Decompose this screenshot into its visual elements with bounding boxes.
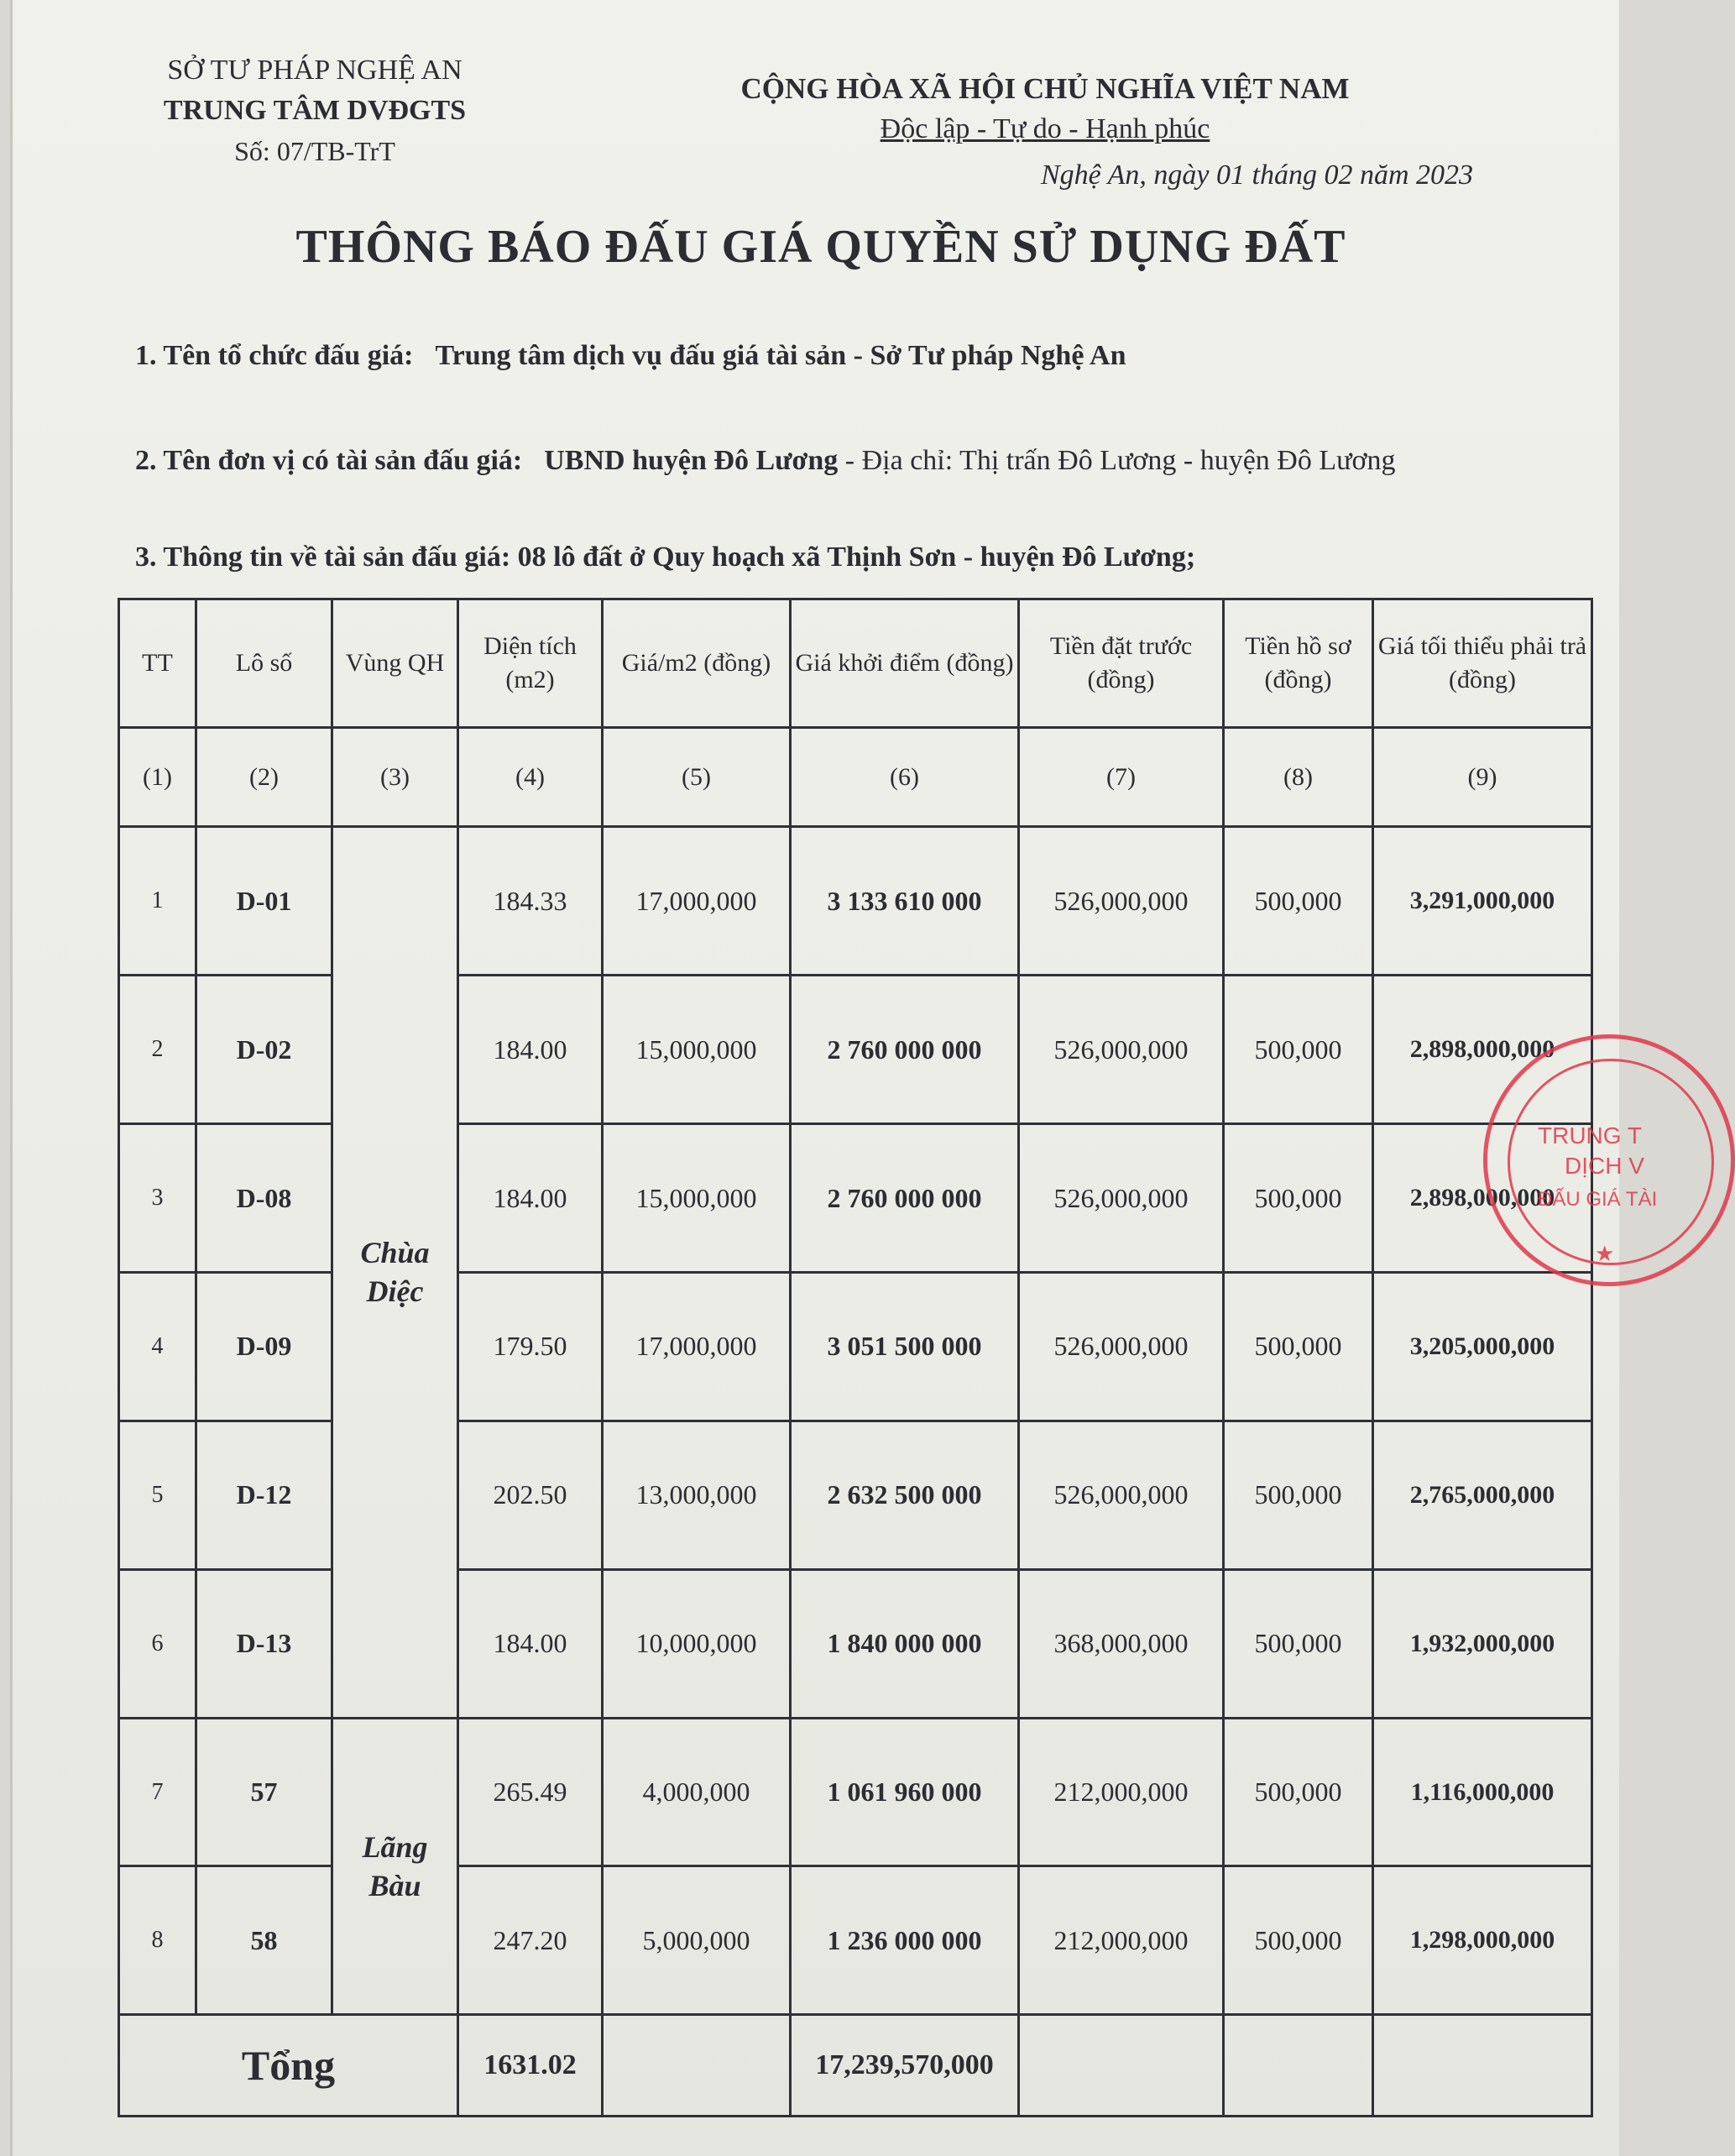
header-cell: Giá khởi điểm (đồng): [791, 599, 1019, 728]
item-label: 3. Thông tin về tài sản đấu giá:: [135, 542, 511, 573]
cell-fee: 500,000: [1224, 1569, 1373, 1718]
total-start-price: 17,239,570,000: [791, 2015, 1019, 2117]
header-cell: Diện tích (m2): [458, 599, 603, 728]
item-label: 1. Tên tổ chức đấu giá:: [135, 340, 414, 371]
header-cell: Giá tối thiểu phải trả (đồng): [1373, 599, 1592, 728]
cell-price-m2: 17,000,000: [603, 827, 791, 976]
cell-deposit: 526,000,000: [1019, 827, 1224, 976]
cell-tt: 8: [119, 1866, 196, 2015]
zone-chua-diec: Chùa Diệc: [332, 827, 458, 1718]
item-label: 2. Tên đơn vị có tài sản đấu giá:: [135, 445, 523, 476]
cell-tt: 6: [119, 1569, 196, 1718]
cell-deposit: 526,000,000: [1019, 976, 1224, 1124]
document-number: Số: 07/TB-TrT: [234, 136, 395, 166]
cell-tt: 4: [119, 1272, 196, 1421]
cell-tt: 5: [119, 1421, 196, 1569]
column-number: (8): [1224, 727, 1373, 827]
cell-min-price: 2,898,000,000: [1373, 1124, 1592, 1273]
total-area: 1631.02: [458, 2015, 603, 2117]
national-motto: Độc lập - Tự do - Hạnh phúc: [880, 113, 1210, 144]
cell-price-m2: 10,000,000: [603, 1569, 791, 1718]
total-empty-cell: [603, 2015, 791, 2117]
item-value-bold: UBND huyện Đô Lương: [544, 445, 839, 476]
cell-deposit: 526,000,000: [1019, 1421, 1224, 1569]
document-page: [10, 0, 1658, 2156]
column-number: (3): [332, 727, 458, 827]
cell-deposit: 212,000,000: [1019, 1866, 1224, 2015]
auction-table: [118, 598, 1593, 2117]
national-heading: [709, 69, 1381, 149]
issuer-org: SỞ TƯ PHÁP NGHỆ AN: [167, 55, 462, 86]
cell-deposit: 368,000,000: [1019, 1569, 1224, 1718]
cell-lot: D-09: [196, 1272, 332, 1421]
cell-lot: D-12: [196, 1421, 332, 1569]
document-title: THÔNG BÁO ĐẤU GIÁ QUYỀN SỬ DỤNG ĐẤT: [295, 221, 1346, 273]
zone-lang-bau: Lãng Bàu: [332, 1718, 458, 2015]
cell-area: 184.33: [458, 827, 603, 976]
cell-tt: 1: [119, 827, 196, 976]
cell-area: 247.20: [458, 1866, 603, 2015]
item-asset-info: [135, 542, 1195, 573]
cell-fee: 500,000: [1224, 1718, 1373, 1866]
seal-text: TRUNG T: [1538, 1122, 1642, 1149]
cell-area: 202.50: [458, 1421, 603, 1569]
cell-area: 184.00: [458, 976, 603, 1124]
column-number: (6): [791, 727, 1019, 827]
cell-start-price: 2 760 000 000: [791, 976, 1019, 1124]
cell-fee: 500,000: [1224, 976, 1373, 1124]
cell-price-m2: 5,000,000: [603, 1866, 791, 2015]
column-number: (7): [1019, 727, 1224, 827]
cell-deposit: 526,000,000: [1019, 1124, 1224, 1273]
cell-tt: 2: [119, 976, 196, 1124]
cell-price-m2: 15,000,000: [603, 976, 791, 1124]
document-date: Nghệ An, ngày 01 tháng 02 năm 2023: [1040, 160, 1473, 191]
cell-price-m2: 4,000,000: [603, 1718, 791, 1866]
cell-fee: 500,000: [1224, 827, 1373, 976]
total-empty-cell: [1019, 2015, 1224, 2117]
cell-start-price: 3 051 500 000: [791, 1272, 1019, 1421]
item-value: Trung tâm dịch vụ đấu giá tài sản - Sở Tư pháp Nghệ An: [435, 340, 1126, 371]
column-number: (4): [458, 727, 603, 827]
cell-lot: D-13: [196, 1569, 332, 1718]
table-row: [119, 827, 1592, 976]
item-value: 08 lô đất ở Quy hoạch xã Thịnh Sơn - huyện Đô Lương;: [517, 542, 1196, 573]
cell-min-price: 1,298,000,000: [1373, 1866, 1592, 2015]
issuer-center: TRUNG TÂM DVĐGTS: [163, 95, 467, 126]
cell-start-price: 1 236 000 000: [791, 1866, 1019, 2015]
cell-price-m2: 15,000,000: [603, 1124, 791, 1273]
cell-area: 265.49: [458, 1718, 603, 1866]
total-label: Tổng: [119, 2015, 458, 2117]
cell-min-price: 3,205,000,000: [1373, 1272, 1592, 1421]
cell-price-m2: 13,000,000: [603, 1421, 791, 1569]
cell-min-price: 3,291,000,000: [1373, 827, 1592, 976]
column-number: (5): [603, 727, 791, 827]
cell-start-price: 3 133 610 000: [791, 827, 1019, 976]
cell-fee: 500,000: [1224, 1272, 1373, 1421]
cell-price-m2: 17,000,000: [603, 1272, 791, 1421]
cell-tt: 7: [119, 1718, 196, 1866]
total-empty-cell: [1373, 2015, 1592, 2117]
cell-fee: 500,000: [1224, 1866, 1373, 2015]
cell-lot: D-08: [196, 1124, 332, 1273]
cell-area: 184.00: [458, 1569, 603, 1718]
seal-text: ĐẤU GIÁ TÀI: [1538, 1188, 1658, 1211]
cell-start-price: 1 061 960 000: [791, 1718, 1019, 1866]
item-value: - Địa chỉ: Thị trấn Đô Lương - huyện Đô Lương: [838, 445, 1396, 476]
cell-lot: D-02: [196, 976, 332, 1124]
table-row: [119, 1718, 1592, 1866]
cell-tt: 3: [119, 1124, 196, 1273]
header-cell: Tiền đặt trước (đồng): [1019, 599, 1224, 728]
cell-start-price: 2 632 500 000: [791, 1421, 1019, 1569]
cell-area: 179.50: [458, 1272, 603, 1421]
cell-lot: 57: [196, 1718, 332, 1866]
cell-fee: 500,000: [1224, 1421, 1373, 1569]
cell-min-price: 2,765,000,000: [1373, 1421, 1592, 1569]
header-cell: Vùng QH: [332, 599, 458, 728]
cell-start-price: 2 760 000 000: [791, 1124, 1019, 1273]
column-number: (9): [1373, 727, 1592, 827]
cell-min-price: 1,116,000,000: [1373, 1718, 1592, 1866]
item-auction-organization: [135, 340, 1126, 372]
cell-fee: 500,000: [1224, 1124, 1373, 1273]
red-seal-stamp: [1483, 1034, 1735, 1286]
issuer-block: [138, 50, 491, 171]
seal-text: DỊCH V: [1565, 1153, 1644, 1179]
header-cell: Giá/m2 (đồng): [603, 599, 791, 728]
cell-deposit: 526,000,000: [1019, 1272, 1224, 1421]
cell-deposit: 212,000,000: [1019, 1718, 1224, 1866]
header-cell: TT: [119, 599, 196, 728]
cell-area: 184.00: [458, 1124, 603, 1273]
table-header-row: [119, 599, 1592, 728]
cell-lot: 58: [196, 1866, 332, 2015]
cell-start-price: 1 840 000 000: [791, 1569, 1019, 1718]
cell-lot: D-01: [196, 827, 332, 976]
item-asset-owner: [135, 445, 1396, 477]
seal-star-icon: ★: [1595, 1242, 1615, 1266]
cell-min-price: 2,898,000,000: [1373, 976, 1592, 1124]
column-number-row: [119, 727, 1592, 827]
header-cell: Tiền hồ sơ (đồng): [1224, 599, 1373, 728]
total-row: [119, 2015, 1592, 2117]
total-empty-cell: [1224, 2015, 1373, 2117]
column-number: (2): [196, 727, 332, 827]
cell-min-price: 1,932,000,000: [1373, 1569, 1592, 1718]
header-cell: Lô số: [196, 599, 332, 728]
nation-name: CỘNG HÒA XÃ HỘI CHỦ NGHĨA VIỆT NAM: [740, 72, 1350, 105]
column-number: (1): [119, 727, 196, 827]
